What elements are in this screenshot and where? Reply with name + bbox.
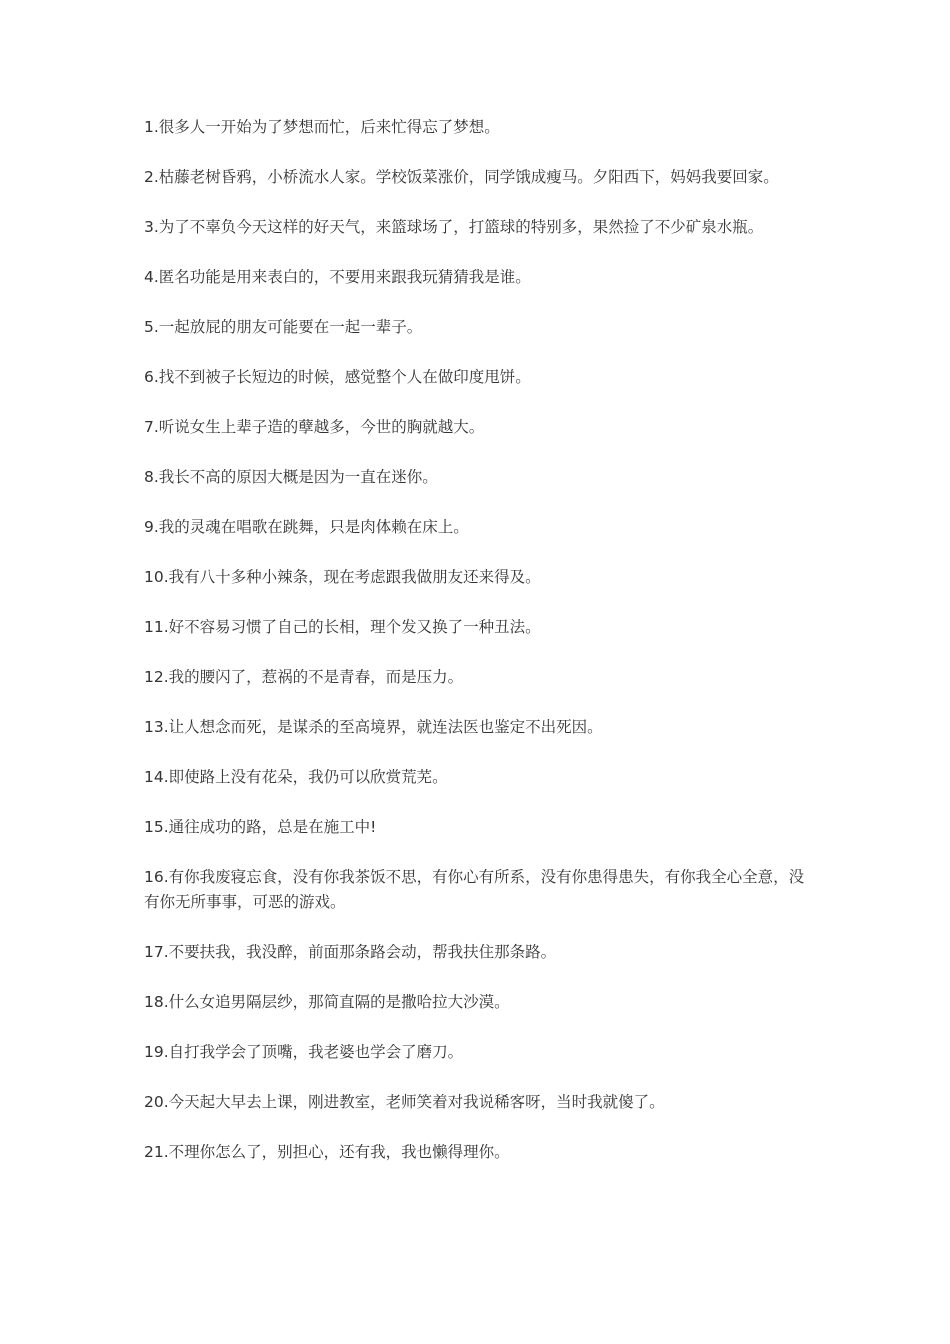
list-item: 2.枯藤老树昏鸦，小桥流水人家。学校饭菜涨价，同学饿成瘦马。夕阳西下，妈妈我要回家。 bbox=[144, 168, 779, 186]
list-item: 9.我的灵魂在唱歌在跳舞，只是肉体赖在床上。 bbox=[144, 518, 469, 536]
list-item: 4.匿名功能是用来表白的，不要用来跟我玩猜猜我是谁。 bbox=[144, 268, 531, 286]
list-item: 13.让人想念而死，是谋杀的至高境界，就连法医也鉴定不出死因。 bbox=[144, 718, 603, 736]
list-item: 21.不理你怎么了，别担心，还有我，我也懒得理你。 bbox=[144, 1143, 510, 1161]
list-item: 17.不要扶我，我没醉，前面那条路会动，帮我扶住那条路。 bbox=[144, 943, 557, 961]
list-item: 10.我有八十多种小辣条，现在考虑跟我做朋友还来得及。 bbox=[144, 568, 541, 586]
list-item: 1.很多人一开始为了梦想而忙，后来忙得忘了梦想。 bbox=[144, 118, 500, 136]
list-item: 18.什么女追男隔层纱，那简直隔的是撒哈拉大沙漠。 bbox=[144, 993, 510, 1011]
joke-list bbox=[144, 115, 810, 1190]
list-item: 16.有你我废寝忘食，没有你我茶饭不思，有你心有所系，没有你患得患失，有你我全心全意，没有你无所事事，可恶的游戏。 bbox=[144, 868, 805, 911]
list-item: 14.即使路上没有花朵，我仍可以欣赏荒芜。 bbox=[144, 768, 448, 786]
list-item: 5.一起放屁的朋友可能要在一起一辈子。 bbox=[144, 318, 423, 336]
list-item: 7.听说女生上辈子造的孽越多，今世的胸就越大。 bbox=[144, 418, 485, 436]
list-item: 8.我长不高的原因大概是因为一直在迷你。 bbox=[144, 468, 438, 486]
list-item: 11.好不容易习惯了自己的长相，理个发又换了一种丑法。 bbox=[144, 618, 541, 636]
list-item: 12.我的腰闪了，惹祸的不是青春，而是压力。 bbox=[144, 668, 464, 686]
list-item: 3.为了不辜负今天这样的好天气，来篮球场了，打篮球的特别多，果然捡了不少矿泉水瓶。 bbox=[144, 218, 764, 236]
list-item: 19.自打我学会了顶嘴，我老婆也学会了磨刀。 bbox=[144, 1043, 464, 1061]
list-item: 20.今天起大早去上课，刚进教室，老师笑着对我说稀客呀，当时我就傻了。 bbox=[144, 1093, 665, 1111]
list-item: 15.通往成功的路，总是在施工中! bbox=[144, 818, 377, 836]
list-item: 6.找不到被子长短边的时候，感觉整个人在做印度甩饼。 bbox=[144, 368, 531, 386]
